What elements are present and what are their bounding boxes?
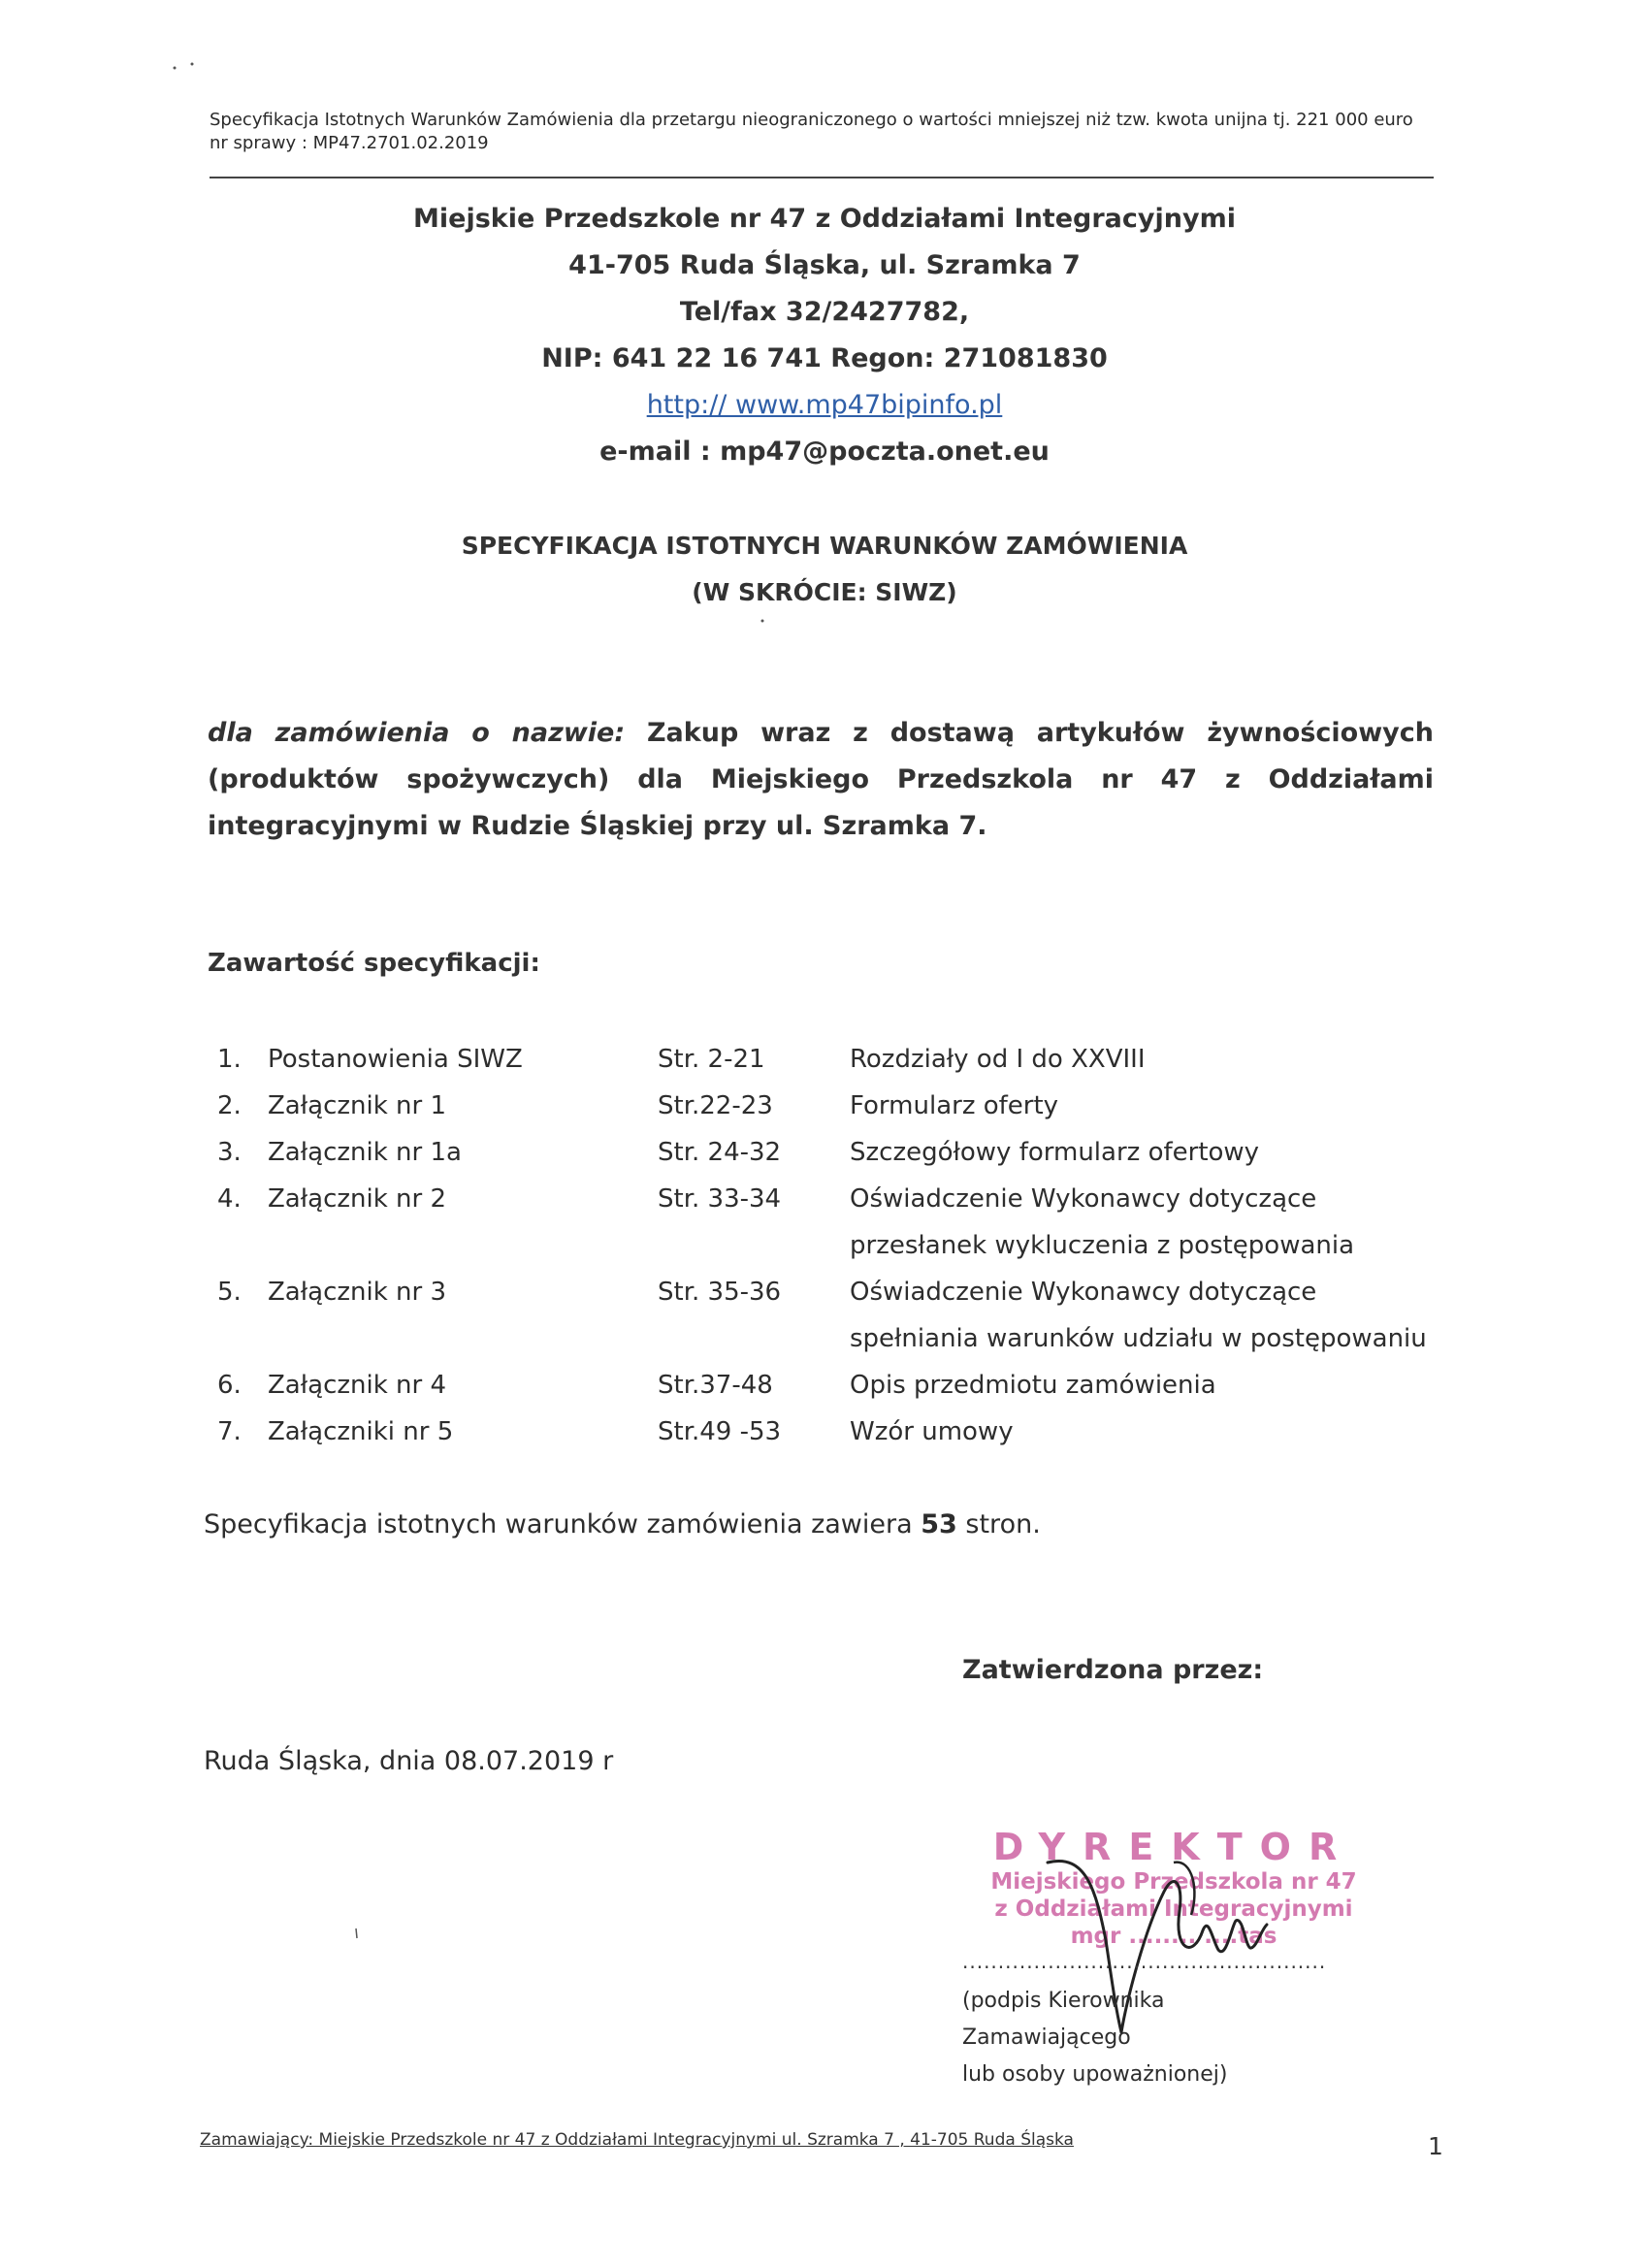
- toc-row-name: Postanowienia SIWZ: [268, 1045, 523, 1074]
- toc-row-name: Załącznik nr 4: [268, 1371, 447, 1400]
- toc-row-number: 6.: [217, 1371, 242, 1400]
- org-nip-regon: NIP: 641 22 16 741 Regon: 271081830: [541, 343, 1108, 373]
- toc-row-description: Wzór umowy: [850, 1417, 1014, 1446]
- org-address: 41-705 Ruda Śląska, ul. Szramka 7: [568, 250, 1081, 280]
- summary-text: Specyfikacja istotnych warunków zamówienia zawiera: [204, 1509, 913, 1539]
- toc-row-description: Rozdziały od I do XXVIII: [850, 1045, 1146, 1074]
- toc-row-description: Opis przedmiotu zamówienia: [850, 1371, 1216, 1400]
- stamp-institution: Miejskiego Przedszkola nr 47: [990, 1869, 1357, 1895]
- toc-title: Zawartość specyfikacji:: [208, 949, 540, 978]
- running-header: [210, 109, 1441, 155]
- toc-row-pages: Str.49 -53: [658, 1417, 782, 1446]
- signature-line: ...................................................: [962, 1950, 1327, 1973]
- toc-row-pages: Str. 24-32: [658, 1138, 782, 1167]
- order-text: Zakup wraz z dostawą artykułów żywnościowych (produktów spożywczych) dla Miejskiego Przedszkola nr 47 z Oddziałami integracyjnymi w Rudzie Śląskiej przy ul. Szramka 7.: [208, 718, 1435, 841]
- toc-row: [217, 1176, 1439, 1269]
- stamp-title: DYREKTOR: [992, 1826, 1355, 1868]
- toc-row: [217, 1409, 1439, 1502]
- header-case-number: nr sprawy : MP47.2701.02.2019: [210, 133, 489, 153]
- signature-caption-line1: (podpis Kierownika Zamawiającego: [962, 1989, 1165, 2050]
- toc-row-number: 5.: [217, 1278, 242, 1307]
- toc-row-name: Załącznik nr 3: [268, 1278, 447, 1307]
- toc-row-name: Załącznik nr 1: [268, 1091, 447, 1120]
- toc-row-pages: Str.37-48: [658, 1371, 773, 1400]
- order-label: dla zamówienia o nazwie:: [208, 718, 626, 748]
- stamp-name: mgr ........ ....tas: [1070, 1924, 1277, 1949]
- place-and-date: Ruda Śląska, dnia 08.07.2019 r: [204, 1746, 614, 1776]
- toc-row-description: Formularz oferty: [850, 1091, 1059, 1120]
- toc-row-number: 7.: [217, 1417, 242, 1446]
- page-footer: Zamawiający: Miejskie Przedszkole nr 47 z Oddziałami Integracyjnymi ul. Szramka 7 , 41-705 Ruda Śląska: [200, 2130, 1074, 2150]
- order-description: [208, 710, 1434, 850]
- toc-row-name: Załącznik nr 2: [268, 1184, 447, 1214]
- header-divider: [210, 177, 1434, 178]
- org-name: Miejskie Przedszkole nr 47 z Oddziałami Integracyjnymi: [413, 204, 1236, 234]
- approved-by-label: Zatwierdzona przez:: [962, 1655, 1264, 1685]
- toc-row-number: 4.: [217, 1184, 242, 1214]
- toc-row-name: Załącznik nr 1a: [268, 1138, 462, 1167]
- header-title: Specyfikacja Istotnych Warunków Zamówienia dla przetargu nieograniczonego o wartości mniejszej niż tzw. kwota unijna tj. 221 000 euro: [210, 110, 1413, 130]
- page-number: 1: [1428, 2132, 1443, 2160]
- toc-row: [217, 1269, 1439, 1362]
- toc-row-number: 1.: [217, 1045, 242, 1074]
- page-count-summary: [204, 1509, 1041, 1539]
- document-subtitle: (W SKRÓCIE: SIWZ): [692, 578, 957, 606]
- toc-row-pages: Str. 35-36: [658, 1278, 782, 1307]
- summary-suffix: stron.: [965, 1509, 1041, 1539]
- org-phone: Tel/fax 32/2427782,: [679, 297, 970, 327]
- stamp-institution-detail: z Oddziałami Integracyjnymi: [994, 1896, 1353, 1922]
- document-title: SPECYFIKACJA ISTOTNYCH WARUNKÓW ZAMÓWIENIA: [461, 532, 1188, 560]
- toc-row-name: Załączniki nr 5: [268, 1417, 454, 1446]
- toc-row-description: Szczegółowy formularz ofertowy: [850, 1138, 1260, 1167]
- org-website-link[interactable]: http:// www.mp47bipinfo.pl: [646, 390, 1003, 420]
- toc-row-pages: Str. 2-21: [658, 1045, 765, 1074]
- toc-row-pages: Str. 33-34: [658, 1184, 782, 1214]
- signature-caption: [962, 1983, 1331, 2093]
- toc-row-description: Oświadczenie Wykonawcy dotyczące przesłanek wykluczenia z postępowania: [850, 1184, 1355, 1260]
- signature-caption-line2: lub osoby upoważnionej): [962, 2062, 1228, 2087]
- toc-row-number: 2.: [217, 1091, 242, 1120]
- org-email: e-mail : mp47@poczta.onet.eu: [599, 437, 1050, 467]
- toc-row-number: 3.: [217, 1138, 242, 1167]
- toc-row-pages: Str.22-23: [658, 1091, 773, 1120]
- toc-row-description: Oświadczenie Wykonawcy dotyczące spełniania warunków udziału w postępowaniu: [850, 1278, 1427, 1353]
- summary-page-count: 53: [921, 1509, 957, 1539]
